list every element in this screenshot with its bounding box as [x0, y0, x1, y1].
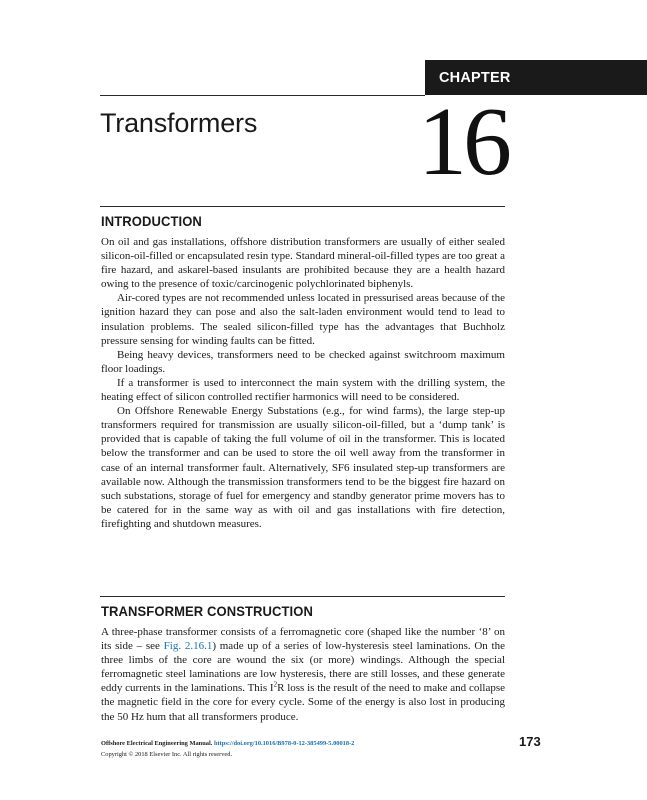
paragraph: If a transformer is used to interconnect the main system with the drilling system, the heating effect of silicon controlled rectifier harmonics will need to be considered.: [101, 376, 505, 404]
chapter-label: CHAPTER: [425, 60, 647, 95]
page-footer: [101, 739, 354, 760]
introduction-body: [101, 235, 505, 531]
header-rule: [100, 95, 425, 96]
section-rule-introduction: [100, 206, 505, 207]
section-heading-introduction: INTRODUCTION: [101, 213, 202, 229]
figure-link[interactable]: Fig. 2.16.1: [163, 640, 213, 653]
paragraph: Air-cored types are not recommended unless located in pressurised areas because of the ignition hazard they can pose and also the salt-laden environment would tend to lead to insulation problems. The sealed silicon-filled type has the advantages that Buchholz pressure sensing for winding faults can be fitted.: [101, 292, 505, 347]
chapter-title: Transformers: [100, 108, 258, 138]
chapter-number: 16: [418, 88, 508, 196]
paragraph: Being heavy devices, transformers need to be checked against switchroom maximum floor loadings.: [101, 348, 505, 375]
paragraph: On oil and gas installations, offshore distribution transformers are usually of either sealed silicon-oil-filled or encapsulated resin type. Standard mineral-oil-filled types are too great a fire hazard, and askarel-based insulants are prohibited because they are a health hazard owing to the presence of toxic/carcinogenic polychlorinated biphenyls.: [101, 236, 505, 291]
doi-link[interactable]: https://doi.org/10.1016/B978-0-12-385499-5.00018-2: [213, 740, 355, 747]
section-rule-construction: [100, 596, 505, 597]
copyright-notice: Copyright © 2018 Elsevier Inc. All rights reserved.: [101, 750, 233, 758]
section-heading-construction: TRANSFORMER CONSTRUCTION: [101, 603, 313, 619]
construction-body: [101, 625, 505, 724]
paragraph: On Offshore Renewable Energy Substations (e.g., for wind farms), the large step-up transformers required for transmission are usually silicon-oil-filled, but a ‘dump tank’ is provided that is capable of taking the full volume of oil in the transformer. This is located below the transformer and can be used to store the oil well away from the transformer in case of an internal transformer fault. Alternatively, SF6 insulated step-up transformers are available now. Although the transmission transformers tend to be the biggest fire hazard on such substations, storage of fuel for emergency and standby generator prime movers has to be catered for in the same way as with oil and gas installations with fire detection, firefighting and shutdown measures.: [101, 405, 505, 530]
page-number: 173: [519, 734, 541, 749]
paragraph: A three-phase transformer consists of a ferromagnetic core (shaped like the number ‘8’ on its side – see Fig. 2.16.1) made up of a series of low-hysteresis steel laminations. On the three limbs of the core are wound the six (or more) windings. Although the special ferromagnetic steel laminations are low hysteresis, there are still losses, and these generate eddy currents in the laminations. This $I^2R$ loss is the result of the need to make and collapse the magnetic field in the core for every cycle. Some of the energy is also lost in producing the 50 Hz hum that all transformers produce.: [101, 626, 505, 723]
book-title: Offshore Electrical Engineering Manual.: [101, 740, 213, 747]
